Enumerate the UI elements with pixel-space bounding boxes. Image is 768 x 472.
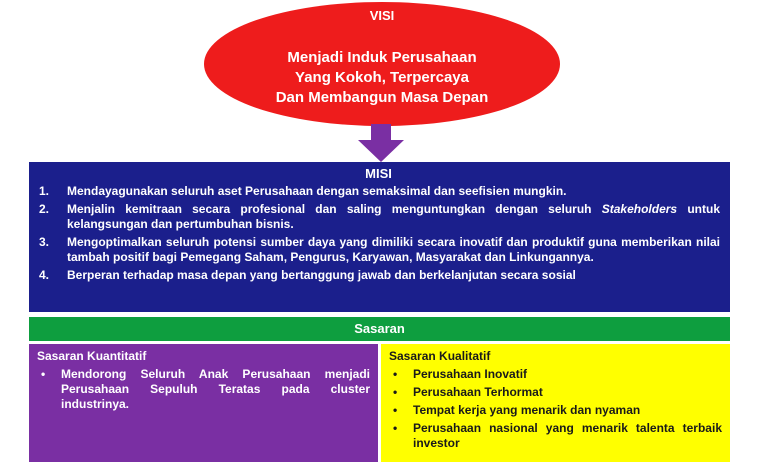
misi-title: MISI bbox=[365, 166, 392, 181]
list-item-text: Perusahaan Terhormat bbox=[413, 385, 543, 399]
sasaran-kuantitatif-list bbox=[37, 367, 370, 412]
list-item bbox=[389, 421, 722, 451]
visi-ellipse bbox=[204, 2, 560, 126]
misi-item-number: 3. bbox=[39, 235, 50, 249]
visi-title: VISI bbox=[369, 8, 395, 23]
sasaran-kualitatif-list bbox=[389, 367, 722, 451]
bullet-icon: • bbox=[393, 367, 398, 381]
misi-item bbox=[37, 202, 720, 232]
list-item bbox=[37, 367, 370, 412]
list-item-text: Mendorong Seluruh Anak Perusahaan menjadi Perusahaan Sepuluh Teratas pada cluster industrinya. bbox=[61, 367, 370, 411]
misi-item-text: Mendayagunakan seluruh aset Perusahaan dengan semaksimal dan seefisien mungkin. bbox=[67, 184, 567, 198]
list-item bbox=[389, 385, 722, 400]
visi-line: Menjadi Induk Perusahaan bbox=[287, 49, 477, 66]
sasaran-header: Sasaran bbox=[29, 317, 730, 341]
misi-item-text: Mengoptimalkan seluruh potensi sumber daya yang dimiliki secara inovatif dan produktif guna memberikan nilai tambah positif bagi Pemegang Saham, Pengurus, Karyawan, Masyarakat dan Linkungannya. bbox=[67, 235, 720, 264]
misi-item bbox=[37, 235, 720, 265]
misi-box bbox=[29, 162, 730, 312]
visi-line: Yang Kokoh, Terpercaya bbox=[295, 69, 469, 86]
list-item-text: Tempat kerja yang menarik dan nyaman bbox=[413, 403, 641, 417]
misi-item-number: 1. bbox=[39, 184, 50, 198]
sasaran-kualitatif-box bbox=[381, 344, 730, 462]
misi-list bbox=[37, 184, 720, 283]
misi-item bbox=[37, 184, 720, 199]
misi-item-number: 2. bbox=[39, 202, 50, 216]
sasaran-kualitatif-title: Sasaran Kualitatif bbox=[389, 349, 491, 363]
list-item bbox=[389, 403, 722, 418]
list-item-text: Perusahaan nasional yang menarik talenta terbaik investor bbox=[413, 421, 722, 450]
bullet-icon: • bbox=[41, 367, 46, 381]
misi-item-text: Berperan terhadap masa depan yang bertanggung jawab dan berkelanjutan secara sosial bbox=[67, 268, 576, 282]
misi-item-number: 4. bbox=[39, 268, 50, 282]
visi-statement bbox=[204, 48, 560, 108]
misi-item bbox=[37, 268, 720, 283]
sasaran-kuantitatif-box bbox=[29, 344, 378, 462]
bullet-icon: • bbox=[393, 421, 398, 435]
misi-item-text: Menjalin kemitraan secara profesional dan saling menguntungkan dengan seluruh Stakeholders untuk kelangsungan dan pertumbuhan bisnis. bbox=[67, 202, 720, 231]
visi-line: Dan Membangun Masa Depan bbox=[275, 89, 489, 106]
list-item-text: Perusahaan Inovatif bbox=[413, 367, 528, 381]
bullet-icon: • bbox=[393, 385, 398, 399]
down-arrow-icon bbox=[358, 124, 404, 162]
sasaran-kuantitatif-title: Sasaran Kuantitatif bbox=[37, 349, 147, 363]
bullet-icon: • bbox=[393, 403, 398, 417]
list-item bbox=[389, 367, 722, 382]
